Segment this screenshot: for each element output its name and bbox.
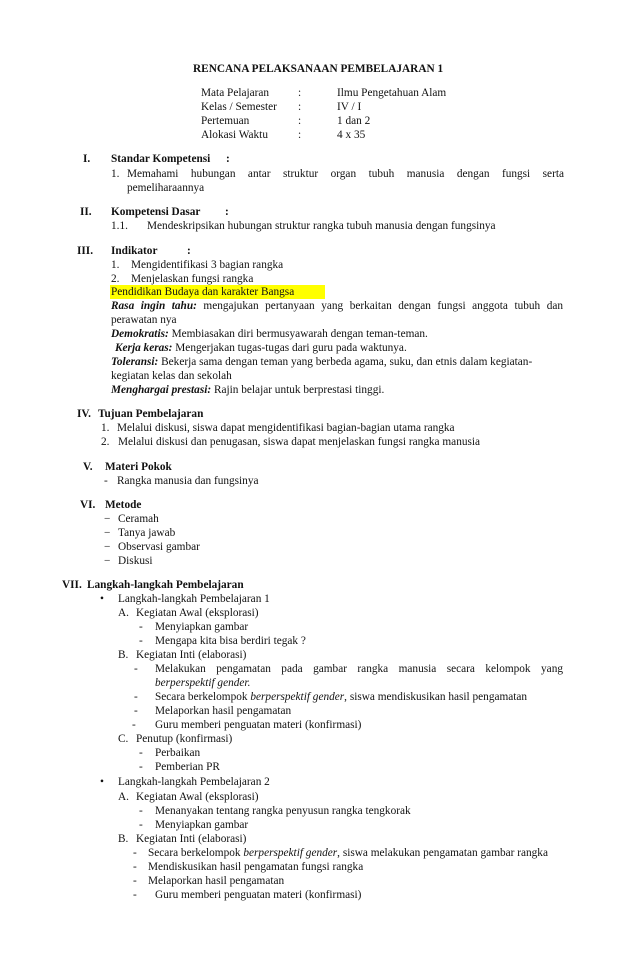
dash-marker: - [133,847,137,859]
dash-marker: - [139,819,143,831]
value-line [115,341,407,355]
list-number: 2. [101,436,110,448]
info-label: Kelas / Semester [201,101,277,113]
section-colon: : [187,245,191,257]
info-label: Mata Pelajaran [201,87,270,99]
list-text: Tanya jawab [118,527,176,539]
section-number: V. [83,461,93,473]
value-term: Toleransi: [111,356,159,368]
dash-marker: - [139,621,143,633]
dash-marker: - [132,719,136,731]
subsection-title: Langkah-langkah Pembelajaran 1 [118,593,270,605]
dash-marker: − [104,541,111,553]
list-text [155,690,527,704]
list-text: Pemberian PR [155,761,220,773]
info-value: 4 x 35 [337,129,366,141]
dash-marker: - [139,747,143,759]
value-term: Kerja keras: [115,342,173,354]
highlighted-heading: Pendidikan Budaya dan karakter Bangsa [110,285,325,299]
list-text: Mendiskusikan hasil pengamatan fungsi rangka [148,861,364,873]
text-segment: , siswa melakukan pengamatan gambar rangka [337,847,548,859]
list-text: Ceramah [118,513,159,525]
info-label: Pertemuan [201,115,250,127]
step-title: Kegiatan Awal (eksplorasi) [136,607,259,619]
step-title: Penutup (konfirmasi) [136,733,233,745]
value-term: Rasa ingin tahu: [111,300,197,312]
list-number: 1. [101,422,110,434]
dash-marker: - [134,691,138,703]
value-text-continued: kegiatan kelas dan sekolah [111,370,232,382]
emphasis-text: berperspektif gender [250,691,345,703]
text-segment: Secara berkelompok [155,691,251,703]
value-line [111,327,428,341]
step-letter: A. [118,607,129,619]
list-text: Menyiapkan gambar [155,621,249,633]
info-value: IV / I [337,101,362,113]
dash-marker: - [134,663,138,675]
bullet-icon: • [100,593,104,605]
list-text: Menyiapkan gambar [155,819,249,831]
emphasis-text: berperspektif gender [155,677,248,689]
list-text: Mengidentifikasi 3 bagian rangka [131,259,284,271]
step-letter: B. [118,833,129,845]
info-value: Ilmu Pengetahuan Alam [337,87,447,99]
list-text: Menanyakan tentang rangka penyusun rangka tengkorak [155,805,411,817]
list-text [148,846,548,860]
list-number: 1. [111,168,120,180]
info-sep: : [298,87,302,99]
dash-marker: - [133,875,137,887]
list-text: Guru memberi penguatan materi (konfirmasi) [155,889,362,901]
page-title: RENCANA PELAKSANAAN PEMBELAJARAN 1 [193,63,444,75]
section-number: VI. [80,499,96,511]
value-text: Membiasakan diri bermusyawarah dengan teman-teman. [171,328,428,340]
value-term: Demokratis: [111,328,169,340]
list-text-continued: berperspektif gender. [155,677,251,689]
dash-marker: − [104,513,111,525]
subsection-title: Langkah-langkah Pembelajaran 2 [118,776,270,788]
dash-marker: - [139,761,143,773]
section-colon: : [225,206,229,218]
list-text: Melaporkan hasil pengamatan [155,705,292,717]
value-line [111,299,563,313]
section-colon: : [226,153,230,165]
info-sep: : [298,129,302,141]
list-text: Observasi gambar [118,541,200,553]
dash-marker: − [104,555,111,567]
list-text: Melalui diskusi dan penugasan, siswa dapat menjelaskan fungsi rangka manusia [118,436,481,448]
info-value: 1 dan 2 [337,115,371,127]
list-text: Diskusi [118,555,153,567]
section-number: IV. [77,408,91,420]
info-label: Alokasi Waktu [201,129,268,141]
list-text: Melakukan pengamatan pada gambar rangka manusia secara kelompok yang [155,663,563,675]
section-heading: Materi Pokok [105,461,172,473]
emphasis-text: berperspektif gender [243,847,338,859]
section-heading: Indikator [111,245,158,257]
dash-marker: − [104,527,111,539]
value-line [111,383,384,397]
step-title: Kegiatan Awal (eksplorasi) [136,791,259,803]
dash-marker: - [104,475,108,487]
value-text: Mengerjakan tugas-tugas dari guru pada waktunya. [175,342,407,354]
list-text: Mendeskripsikan hubungan struktur rangka tubuh manusia dengan fungsinya [147,220,496,232]
list-number: 1.1. [111,220,128,232]
list-text: Perbaikan [155,747,201,759]
dash-marker: - [139,635,143,647]
section-heading: Tujuan Pembelajaran [98,408,204,420]
bullet-icon: • [100,776,104,788]
value-text: mengajukan pertanyaan yang berkaitan dengan fungsi anggota tubuh dan [203,300,564,312]
list-text-continued: pemeliharaannya [127,182,205,194]
list-text: Guru memberi penguatan materi (konfirmasi) [155,719,362,731]
value-text: Rajin belajar untuk berprestasi tinggi. [213,384,385,396]
dash-marker: - [134,705,138,717]
section-number: I. [83,153,91,165]
value-text-continued: perawatan nya [111,314,177,326]
text-segment: Secara berkelompok [148,847,244,859]
list-number: 2. [111,273,120,285]
list-text: Memahami hubungan antar struktur organ tubuh manusia dengan fungsi serta [127,168,564,180]
step-letter: A. [118,791,129,803]
dash-marker: - [133,861,137,873]
value-text: Bekerja sama dengan teman yang berbeda agama, suku, dan etnis dalam kegiatan- [161,356,533,368]
step-title: Kegiatan Inti (elaborasi) [136,649,247,661]
value-line [111,355,532,369]
step-letter: C. [118,733,129,745]
text-segment: , siswa mendiskusikan hasil pengamatan [344,691,528,703]
section-heading: Kompetensi Dasar [111,206,201,218]
step-title: Kegiatan Inti (elaborasi) [136,833,247,845]
section-heading: Metode [105,499,142,511]
list-text: Melaporkan hasil pengamatan [148,875,285,887]
list-number: 1. [111,259,120,271]
list-text: Melalui diskusi, siswa dapat mengidentifikasi bagian-bagian utama rangka [117,422,455,434]
info-sep: : [298,115,302,127]
section-number: VII. [62,579,82,591]
step-letter: B. [118,649,129,661]
value-term: Menghargai prestasi: [111,384,212,396]
section-number: II. [80,206,92,218]
dash-marker: - [133,889,137,901]
section-number: III. [77,245,94,257]
list-text: Mengapa kita bisa berdiri tegak ? [155,635,306,647]
list-text: Menjelaskan fungsi rangka [131,273,254,285]
info-sep: : [298,101,302,113]
dash-marker: - [139,805,143,817]
section-heading: Standar Kompetensi [111,153,211,165]
list-text: Rangka manusia dan fungsinya [117,475,259,487]
section-heading: Langkah-langkah Pembelajaran [87,579,244,591]
